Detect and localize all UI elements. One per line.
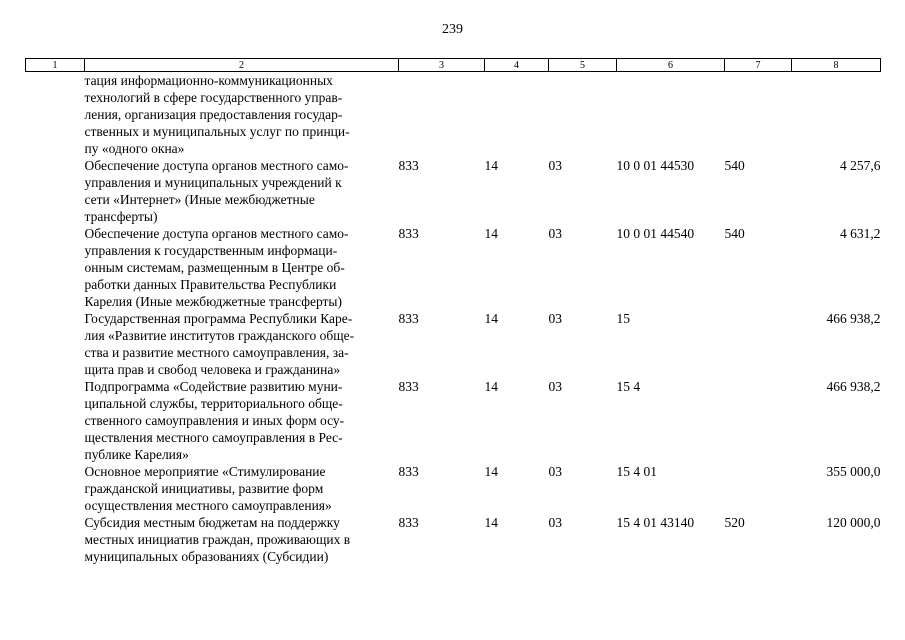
expense-name-line: муниципальных образованиях (Субсидии) [84,549,329,564]
expense-name-line: Подпрограмма «Содействие развитию муни- [84,379,343,394]
expense-name-line: лия «Развитие институтов гражданского обще- [84,328,355,343]
target-article-cell: 15 [616,311,630,326]
table-row [26,378,881,463]
target-article-cell: 15 4 [616,379,641,394]
expense-name-line: управления и муниципальных учреждений к [84,175,342,190]
column-header-8: 8 [792,59,881,72]
admin-code-cell: 833 [398,311,419,326]
expense-name-line: пу «одного окна» [84,141,185,156]
row-number-cell [26,378,85,463]
amount-cell: 120 000,0 [826,515,881,530]
expense-type-cell [725,378,792,463]
row-number-cell [26,72,85,158]
row-number-cell [26,157,85,225]
expense-name-line: публике Карелия» [84,447,189,462]
subsection-cell: 03 [548,158,562,173]
target-article-cell: 15 4 01 [616,464,657,479]
expense-name-cell [85,157,399,225]
amount-cell: 4 257,6 [840,158,881,173]
column-header-5: 5 [549,59,617,72]
expense-name-line: ществления местного самоуправления в Рес- [84,430,343,445]
admin-code-cell: 833 [398,158,419,173]
expense-name-line: тация информационно-коммуникационных [84,73,333,88]
section-cell: 14 [484,226,498,241]
subsection-cell: 03 [548,226,562,241]
expense-name-cell [85,463,399,514]
expense-name-line: работки данных Правительства Республики [84,277,337,292]
expense-name-line: ципальной службы, территориального обще- [84,396,343,411]
target-article-cell: 15 4 01 43140 [616,515,695,530]
expense-name-line: Карелия (Иные межбюджетные трансферты) [84,294,343,309]
target-article-cell: 10 0 01 44540 [616,226,695,241]
expense-name-line: трансферты) [84,209,158,224]
expense-name-line: сети «Интернет» (Иные межбюджетные [84,192,315,207]
section-cell: 14 [484,515,498,530]
amount-cell: 466 938,2 [826,379,881,394]
admin-code-cell: 833 [398,515,419,530]
expense-name-line: Субсидия местным бюджетам на поддержку [84,515,340,530]
table-row [26,463,881,514]
admin-code-cell: 833 [398,379,419,394]
row-number-cell [26,225,85,310]
column-header-4: 4 [485,59,549,72]
expense-type-cell: 540 [724,226,745,241]
expense-type-cell [725,310,792,378]
admin-code-cell: 833 [398,226,419,241]
expense-name-line: Основное мероприятие «Стимулирование [84,464,326,479]
expense-type-cell: 520 [724,515,745,530]
expense-name-line: Обеспечение доступа органов местного само- [84,226,349,241]
column-number-row [26,59,881,72]
column-header-1: 1 [26,59,85,72]
expense-name-line: технологий в сфере государственного управ- [84,90,343,105]
expense-name-line: ственного самоуправления и иных форм осу- [84,413,345,428]
subsection-cell: 03 [548,379,562,394]
subsection-cell: 03 [548,464,562,479]
section-cell: 14 [484,158,498,173]
expense-name-line: Государственная программа Республики Каре- [84,311,353,326]
expense-name-line: Обеспечение доступа органов местного само- [84,158,349,173]
subsection-cell [549,72,617,158]
subsection-cell: 03 [548,515,562,530]
column-header-7: 7 [725,59,792,72]
column-header-2: 2 [85,59,399,72]
expense-name-cell [85,225,399,310]
page-number: 239 [442,22,463,37]
budget-table [25,58,881,565]
expense-name-line: ления, организация предоставления государ- [84,107,343,122]
target-article-cell: 10 0 01 44530 [616,158,695,173]
budget-table-body [26,72,881,566]
table-row [26,514,881,565]
admin-code-cell: 833 [398,464,419,479]
row-number-cell [26,310,85,378]
column-header-3: 3 [399,59,485,72]
table-row [26,72,881,158]
expense-name-line: ственных и муниципальных услуг по принци- [84,124,350,139]
admin-code-cell [399,72,485,158]
expense-name-line: управления к государственным информаци- [84,243,338,258]
expense-name-line: гражданской инициативы, развитие форм [84,481,324,496]
target-article-cell [617,72,725,158]
section-cell [485,72,549,158]
amount-cell [792,72,881,158]
expense-name-cell [85,310,399,378]
expense-type-cell [725,463,792,514]
expense-name-cell [85,514,399,565]
amount-cell: 355 000,0 [826,464,881,479]
table-row [26,225,881,310]
expense-name-line: щита прав и свобод человека и гражданина» [84,362,341,377]
expense-name-line: осуществления местного самоуправления» [84,498,332,513]
expense-name-cell [85,72,399,158]
section-cell: 14 [484,311,498,326]
expense-name-line: ства и развитие местного самоуправления, за- [84,345,349,360]
row-number-cell [26,514,85,565]
amount-cell: 466 938,2 [826,311,881,326]
section-cell: 14 [484,379,498,394]
section-cell: 14 [484,464,498,479]
amount-cell: 4 631,2 [840,226,881,241]
expense-name-line: местных инициатив граждан, проживающих в [84,532,351,547]
table-row [26,310,881,378]
expense-type-cell [725,72,792,158]
subsection-cell: 03 [548,311,562,326]
expense-name-line: онным системам, размещенным в Центре об- [84,260,345,275]
row-number-cell [26,463,85,514]
expense-name-cell [85,378,399,463]
column-header-6: 6 [617,59,725,72]
table-row [26,157,881,225]
expense-type-cell: 540 [724,158,745,173]
